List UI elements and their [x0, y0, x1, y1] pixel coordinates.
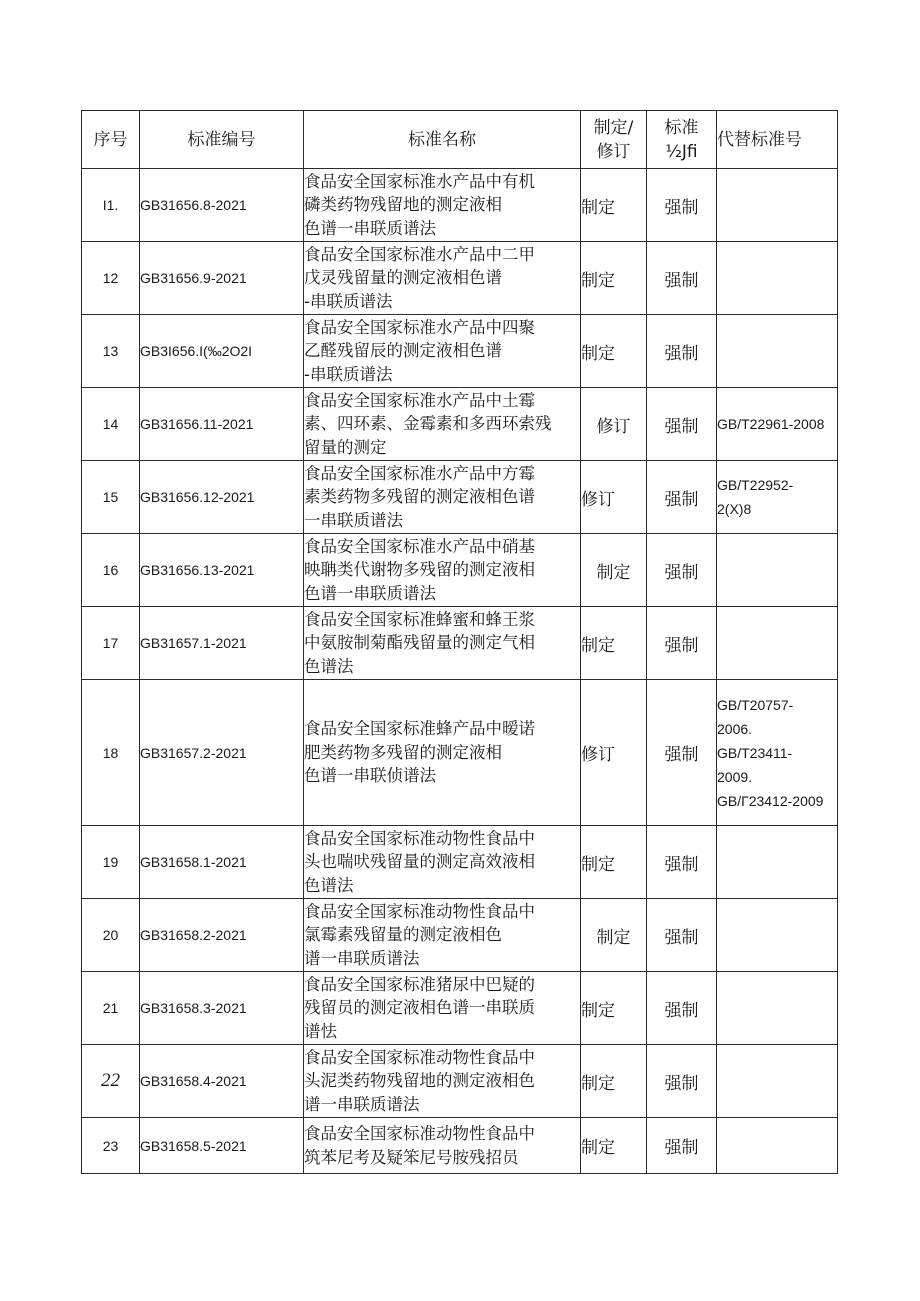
row-type: 制定 [581, 899, 647, 972]
header-code: 标准编号 [140, 111, 304, 169]
row-seq: 13 [82, 315, 140, 388]
row-seq: 23 [82, 1118, 140, 1174]
row-type: 制定 [581, 607, 647, 680]
row-code: GB31658.1-2021 [140, 826, 304, 899]
row-name: 食品安全国家标准猪尿中巴疑的 残留员的测定液相色谱一串联质 谱怯 [304, 972, 581, 1045]
row-replace [717, 1118, 838, 1174]
table-row [82, 607, 838, 680]
row-type: 制定 [581, 534, 647, 607]
row-replace [717, 534, 838, 607]
row-type: 制定 [581, 1118, 647, 1174]
table-row [82, 899, 838, 972]
row-seq: I1. [82, 169, 140, 242]
row-replace [717, 242, 838, 315]
row-type: 制定 [581, 972, 647, 1045]
row-code: GB31658.5-2021 [140, 1118, 304, 1174]
table-row [82, 1118, 838, 1174]
table-row [82, 1045, 838, 1118]
row-seq: 15 [82, 461, 140, 534]
row-seq: 17 [82, 607, 140, 680]
row-code: GB31656.11-2021 [140, 388, 304, 461]
table-row [82, 534, 838, 607]
row-code: GB3I656.I(‰2O2I [140, 315, 304, 388]
table-row [82, 461, 838, 534]
row-type: 制定 [581, 315, 647, 388]
table-row [82, 169, 838, 242]
row-level: 强制 [647, 972, 717, 1045]
row-type: 修订 [581, 461, 647, 534]
row-replace: GB/T20757- 2006. GB/T23411- 2009. GB/Г23412-2009 [717, 680, 838, 826]
row-level: 强制 [647, 607, 717, 680]
row-code: GB31657.1-2021 [140, 607, 304, 680]
row-level: 强制 [647, 1118, 717, 1174]
row-code: GB31657.2-2021 [140, 680, 304, 826]
row-replace [717, 899, 838, 972]
table-header-row [82, 111, 838, 169]
table-row [82, 826, 838, 899]
row-level: 强制 [647, 826, 717, 899]
row-replace [717, 607, 838, 680]
row-name: 食品安全国家标准水产品中方霉 素类药物多残留的测定液相色谱 一串联质谱法 [304, 461, 581, 534]
table-row [82, 680, 838, 826]
row-name: 食品安全国家标准动物性食品中 头也喘吠残留量的测定高效液相 色谱法 [304, 826, 581, 899]
row-replace [717, 972, 838, 1045]
row-name: 食品安全国家标准动物性食品中 氯霉素残留量的测定液相色 谱一串联质谱法 [304, 899, 581, 972]
table-row [82, 388, 838, 461]
row-type: 制定 [581, 1045, 647, 1118]
row-name: 食品安全国家标准水产品中有机 磷类药物残留地的测定液相 色谱一串联质谱法 [304, 169, 581, 242]
row-replace [717, 315, 838, 388]
row-level: 强制 [647, 169, 717, 242]
row-seq: 16 [82, 534, 140, 607]
row-type: 修订 [581, 680, 647, 826]
row-code: GB31658.3-2021 [140, 972, 304, 1045]
row-replace [717, 169, 838, 242]
header-name: 标准名称 [304, 111, 581, 169]
row-seq: 20 [82, 899, 140, 972]
row-level: 强制 [647, 242, 717, 315]
row-level: 强制 [647, 899, 717, 972]
row-seq: 22 [82, 1045, 140, 1118]
row-code: GB31656.12-2021 [140, 461, 304, 534]
row-code: GB31656.9-2021 [140, 242, 304, 315]
header-type: 制定/ 修订 [581, 111, 647, 169]
row-seq: 18 [82, 680, 140, 826]
row-name: 食品安全国家标准水产品中土霉 素、四环素、金霉素和多西环索残 留量的测定 [304, 388, 581, 461]
standards-table [81, 110, 838, 1174]
row-name: 食品安全国家标准水产品中硝基 映聃类代谢物多残留的测定液相 色谱一串联质谱法 [304, 534, 581, 607]
table-row [82, 242, 838, 315]
row-type: 制定 [581, 169, 647, 242]
row-seq: 14 [82, 388, 140, 461]
header-replace: 代替标准号 [717, 111, 838, 169]
row-code: GB31656.13-2021 [140, 534, 304, 607]
table-row [82, 315, 838, 388]
row-code: GB31658.2-2021 [140, 899, 304, 972]
table-row [82, 972, 838, 1045]
row-name: 食品安全国家标准水产品中四聚 乙醛残留辰的测定液相色谱 -串联质谱法 [304, 315, 581, 388]
row-seq: 19 [82, 826, 140, 899]
row-name: 食品安全国家标准水产品中二甲 戊灵残留量的测定液相色谱 -串联质谱法 [304, 242, 581, 315]
row-level: 强制 [647, 461, 717, 534]
row-name: 食品安全国家标准蜂蜜和蜂王浆 中氨胺制菊酯残留量的测定气相 色谱法 [304, 607, 581, 680]
row-seq: 21 [82, 972, 140, 1045]
row-code: GB31658.4-2021 [140, 1045, 304, 1118]
row-replace [717, 1045, 838, 1118]
row-seq: 12 [82, 242, 140, 315]
row-type: 修订 [581, 388, 647, 461]
row-replace: GB/T22952- 2(X)8 [717, 461, 838, 534]
row-level: 强制 [647, 388, 717, 461]
row-level: 强制 [647, 680, 717, 826]
header-level: 标准 ½Jfi [647, 111, 717, 169]
row-code: GB31656.8-2021 [140, 169, 304, 242]
row-replace [717, 826, 838, 899]
header-seq: 序号 [82, 111, 140, 169]
row-type: 制定 [581, 242, 647, 315]
row-level: 强制 [647, 1045, 717, 1118]
row-replace: GB/T22961-2008 [717, 388, 838, 461]
row-name: 食品安全国家标准动物性食品中 筑苯尼考及疑笨尼号胺残招员 [304, 1118, 581, 1174]
row-type: 制定 [581, 826, 647, 899]
row-name: 食品安全国家标准蜂产品中暧诺 肥类药物多残留的测定液相 色谱一串联侦谱法 [304, 680, 581, 826]
row-level: 强制 [647, 315, 717, 388]
row-name: 食品安全国家标准动物性食品中 头泥类药物残留地的测定液相色 谱一串联质谱法 [304, 1045, 581, 1118]
row-level: 强制 [647, 534, 717, 607]
